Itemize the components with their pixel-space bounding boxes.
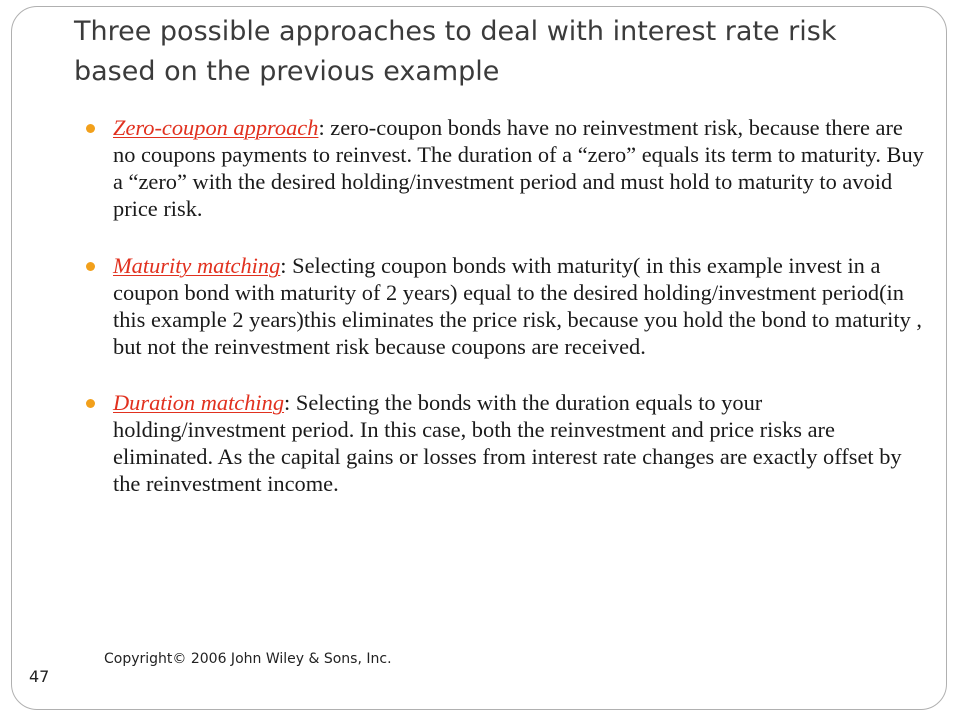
bullet-separator: : xyxy=(280,253,293,278)
bullet-zero-coupon xyxy=(86,114,926,222)
bullet-text xyxy=(113,114,926,222)
bullet-term: Duration matching xyxy=(113,390,285,415)
bullet-body: Selecting coupon bonds with maturity( in this example invest in a coupon bond with maturity of 2 years) equal to the desired holding/investment period(in this example 2 years)this eliminates the price risk, because you hold the bond to maturity , but not the reinvestment risk because coupons are received. xyxy=(113,253,922,359)
bullet-text xyxy=(113,252,926,360)
bullet-text xyxy=(113,389,926,497)
bullet-body: zero-coupon bonds have no reinvestment risk, because there are no coupons payments to reinvest. The duration of a “zero” equals its term to maturity. Buy a “zero” with the desired holding/investment period and must hold to maturity to avoid price risk. xyxy=(113,115,924,221)
bullet-term: Maturity matching xyxy=(113,253,281,278)
bullet-term: Zero-coupon approach xyxy=(113,115,319,140)
bullet-dot-icon xyxy=(86,262,95,271)
bullet-list xyxy=(86,114,926,497)
bullet-body: Selecting the bonds with the duration equals to your holding/investment period. In this case, both the reinvestment and price risks are eliminated. As the capital gains or losses from interest rate changes are exactly offset by the reinvestment income. xyxy=(113,390,902,496)
bullet-dot-icon xyxy=(86,124,95,133)
bullet-separator: : xyxy=(284,390,296,415)
bullet-maturity-matching xyxy=(86,252,926,360)
slide-number: 47 xyxy=(29,667,50,686)
bullet-duration-matching xyxy=(86,389,926,497)
copyright-footer: Copyright© 2006 John Wiley & Sons, Inc. xyxy=(104,651,392,667)
bullet-dot-icon xyxy=(86,399,95,408)
bullet-separator: : xyxy=(318,115,331,140)
slide-title: Three possible approaches to deal with interest rate risk based on the previous example xyxy=(74,16,837,87)
